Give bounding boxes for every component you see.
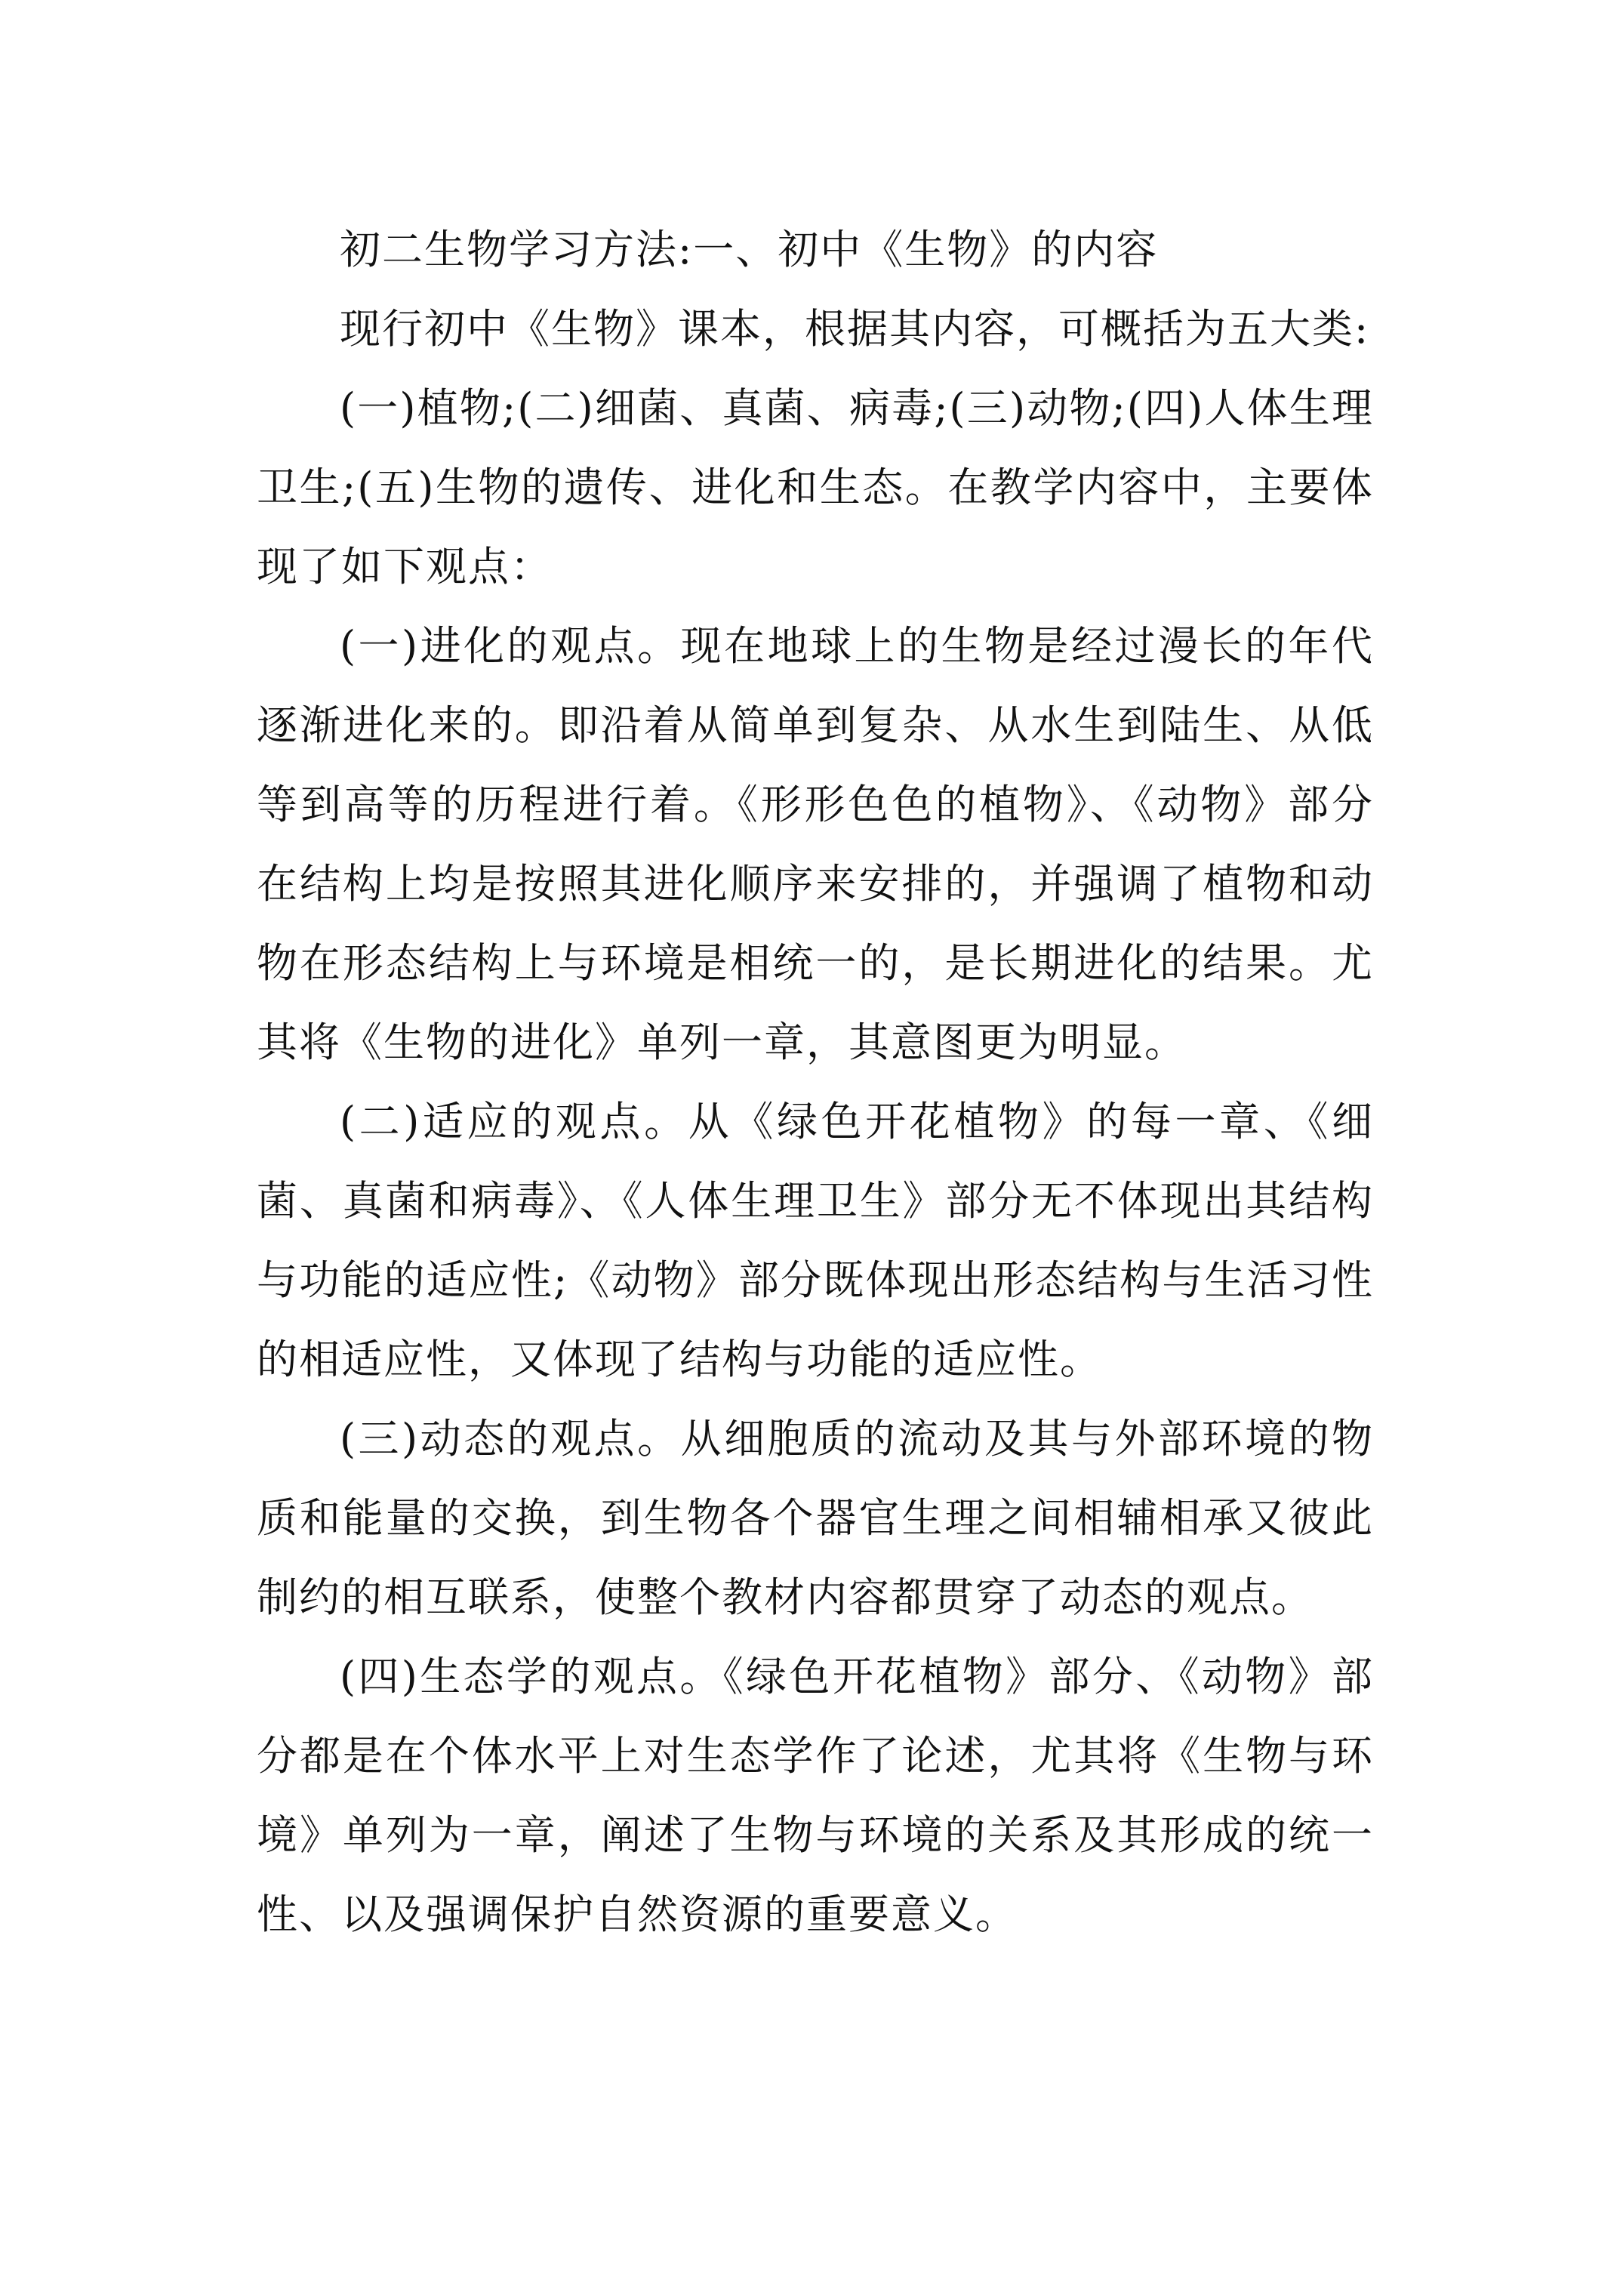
dynamic-paragraph: (三)动态的观点。从细胞质的流动及其与外部环境的物质和能量的交换，到生物各个器官生理之间相辅相承又彼此制约的相互联系，使整个教材内容都贯穿了动态的观点。	[257, 1415, 1374, 1621]
intro-paragraph: 现行初中《生物》课本，根据其内容，可概括为五大类:	[340, 305, 1370, 353]
categories-paragraph: (一)植物;(二)细菌、真菌、病毒;(三)动物;(四)人体生理卫生;(五)生物的遗传、进化和生态。在教学内容中，主要体现了如下观点：	[257, 384, 1374, 590]
heading-paragraph: 初二生物学习方法:一、初中《生物》的内容	[340, 226, 1159, 273]
evolution-paragraph: (一)进化的观点。现在地球上的生物是经过漫长的年代逐渐进化来的。即沿着从简单到复杂、从水生到陆生、从低等到高等的历程进行着。《形形色色的植物》、《动物》部分在结构上均是按照其进化顺序来安排的，并强调了植物和动物在形态结构上与环境是相统一的，是长期进化的结果。尤其将《生物的进化》单列一章，其意图更为明显。	[257, 622, 1374, 1066]
document-body	[257, 210, 1374, 1954]
adaptation-paragraph: (二)适应的观点。从《绿色开花植物》的每一章、《细菌、真菌和病毒》、《人体生理卫生》部分无不体现出其结构与功能的适应性;《动物》部分既体现出形态结构与生活习性的相适应性，又体现了结构与功能的适应性。	[257, 1098, 1374, 1383]
ecology-paragraph: (四)生态学的观点。《绿色开花植物》部分、《动物》部分都是在个体水平上对生态学作了论述，尤其将《生物与环境》单列为一章，阐述了生物与环境的关系及其形成的统一性、以及强调保护自然资源的重要意义。	[257, 1653, 1374, 1938]
